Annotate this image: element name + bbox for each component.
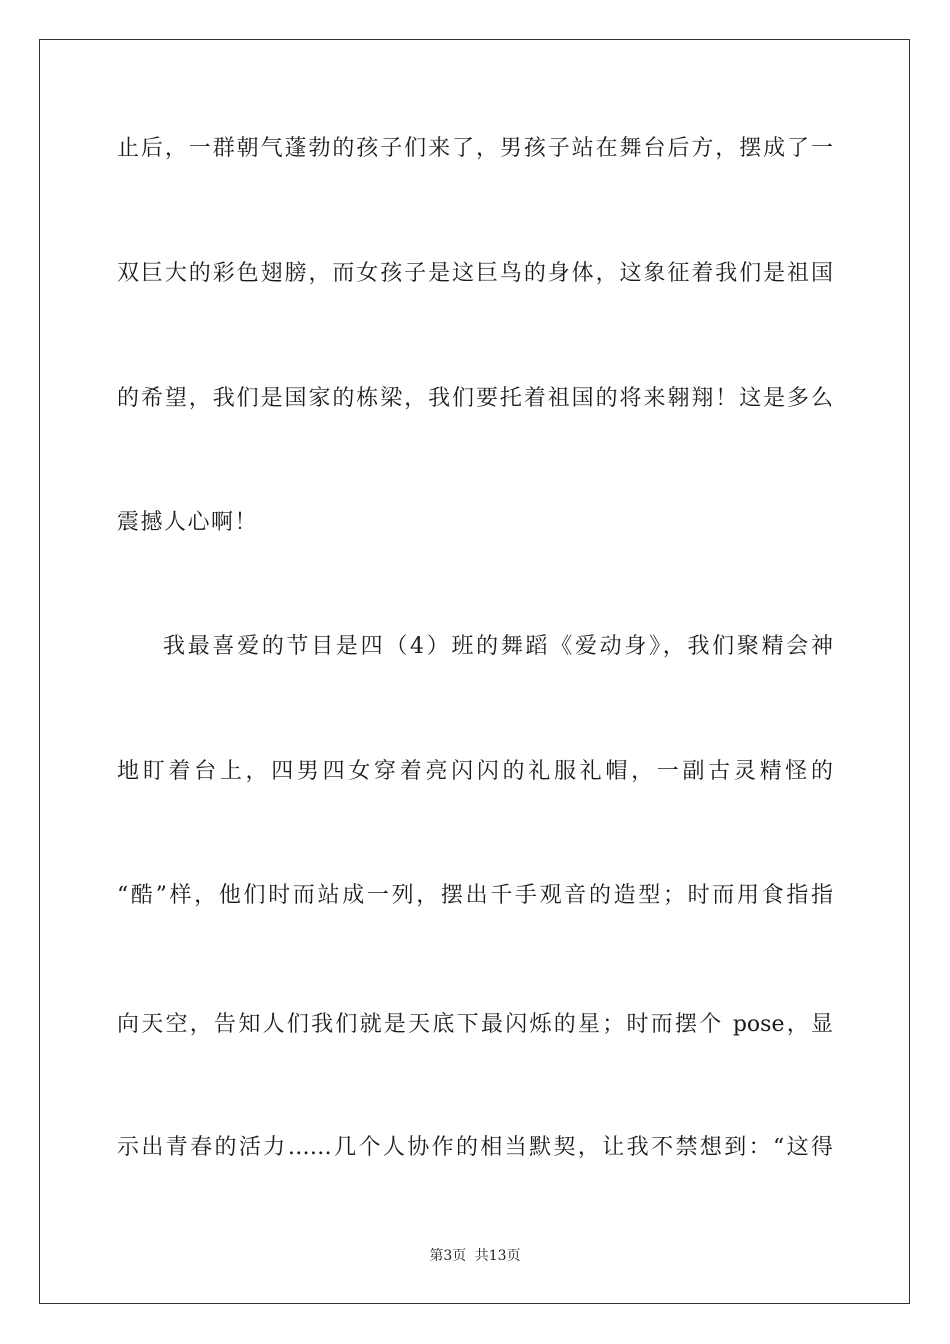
page-total: 共13页 [474, 1248, 521, 1264]
body-text-line-1: 止后，一群朝气蓬勃的孩子们来了，男孩子站在舞台后方，摆成了一 [117, 136, 833, 161]
body-text-line-9: 示出青春的活力……几个人协作的相当默契，让我不禁想到：“这得 [117, 1135, 833, 1160]
body-text-line-6: 地盯着台上，四男四女穿着亮闪闪的礼服礼帽，一副古灵精怪的 [117, 759, 833, 784]
page-border [39, 39, 910, 1304]
body-text-line-7: “酷”样，他们时而站成一列，摆出千手观音的造型；时而用食指指 [117, 883, 833, 908]
page-number: 第3页 [429, 1248, 467, 1264]
page-footer [0, 1247, 950, 1265]
body-text-line-3: 的希望，我们是国家的栋梁，我们要托着祖国的将来翱翔！这是多么 [117, 386, 833, 411]
body-text-line-5: 我最喜爱的节目是四（4）班的舞蹈《爱动身》，我们聚精会神 [163, 634, 833, 659]
body-text-line-4: 震撼人心啊！ [117, 510, 259, 535]
body-text-line-2: 双巨大的彩色翅膀，而女孩子是这巨鸟的身体，这象征着我们是祖国 [117, 261, 833, 286]
body-text-line-8: 向天空，告知人们我们就是天底下最闪烁的星；时而摆个 pose，显 [117, 1012, 833, 1037]
